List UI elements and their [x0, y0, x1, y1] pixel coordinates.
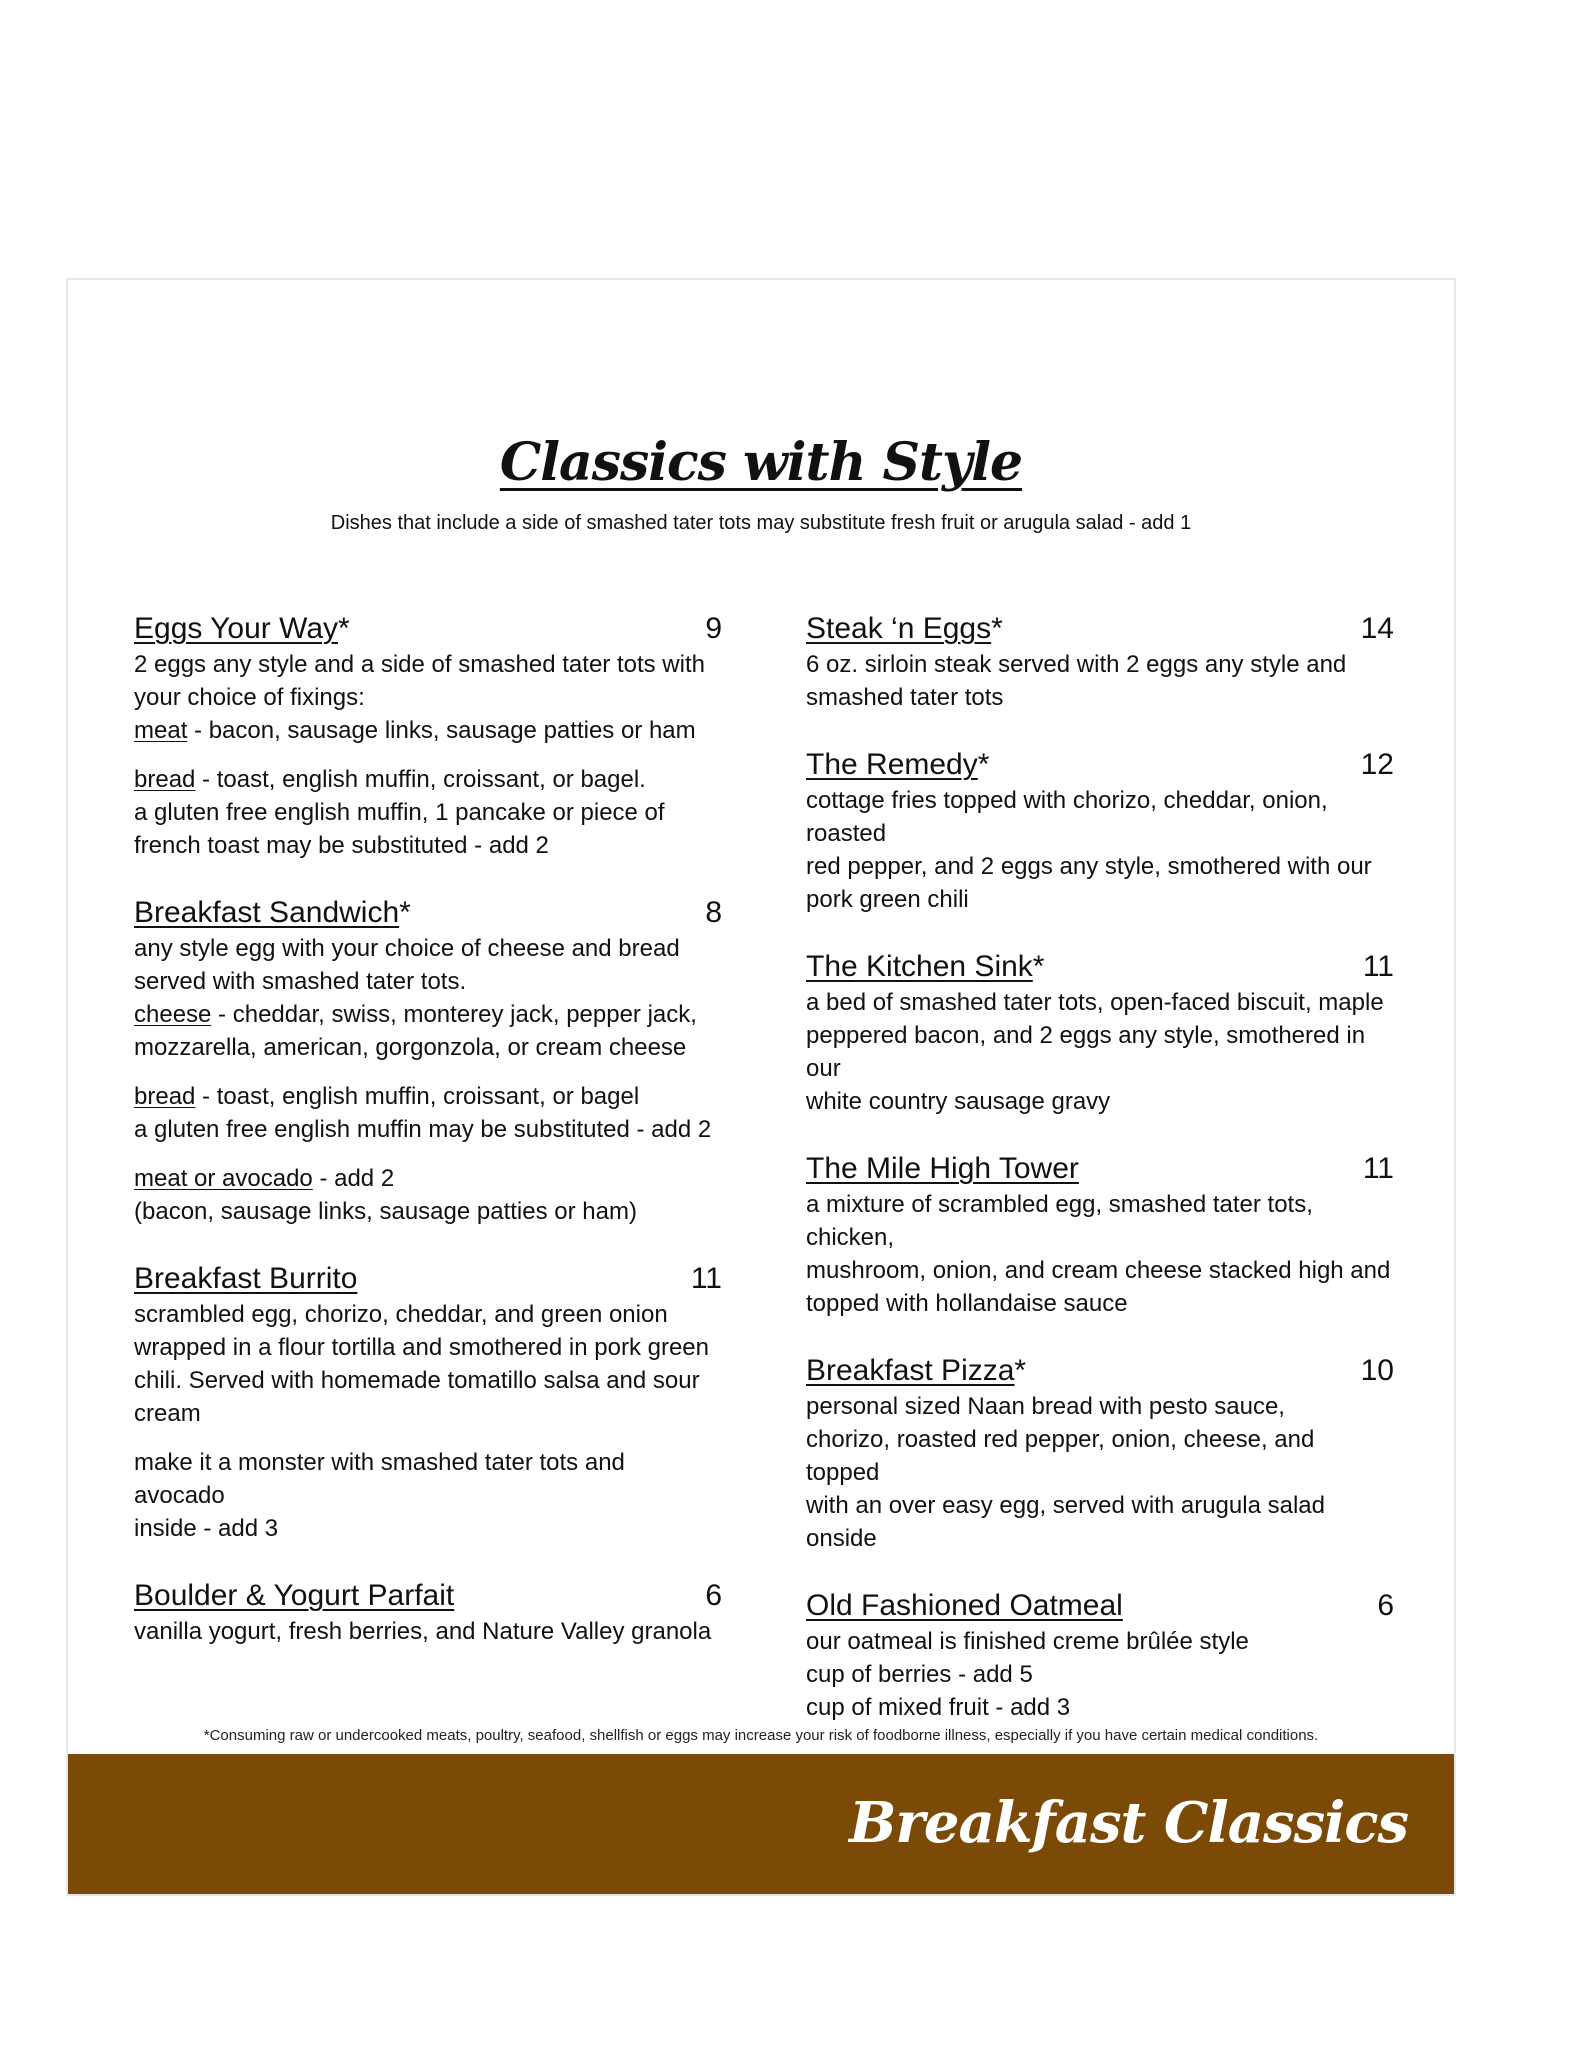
menu-item-kitchen-sink	[806, 948, 1394, 1118]
item-name: Eggs Your Way	[134, 612, 339, 645]
item-asterisk: *	[338, 612, 350, 645]
item-description: chorizo, roasted red pepper, onion, cheese, and topped	[806, 1426, 1315, 1486]
menu-item-steak-n-eggs	[806, 610, 1394, 714]
item-description: red pepper, and 2 eggs any style, smothered with our	[806, 853, 1372, 880]
item-price: 10	[1360, 1354, 1394, 1387]
item-asterisk: *	[977, 748, 990, 781]
brand-bar	[68, 1754, 1454, 1894]
item-header	[134, 1260, 722, 1298]
item-header	[806, 948, 1394, 986]
item-description: mushroom, onion, and cream cheese stacked high and	[806, 1257, 1391, 1284]
item-description: topped with hollandaise sauce	[806, 1290, 1128, 1317]
item-header	[806, 610, 1394, 648]
menu-item-breakfast-pizza	[806, 1352, 1394, 1555]
item-description: any style egg with your choice of cheese and bread	[134, 935, 680, 962]
menu-item-mile-high-tower	[806, 1150, 1394, 1320]
item-option: bread - toast, english muffin, croissant, or bagel.	[134, 766, 646, 793]
left-column	[134, 610, 722, 1680]
item-header	[134, 610, 722, 648]
item-price: 11	[1362, 950, 1394, 983]
menu-card	[66, 278, 1456, 1896]
item-name: Steak ‘n Eggs	[806, 612, 992, 645]
item-price: 6	[1377, 1589, 1394, 1622]
item-description: 2 eggs any style and a side of smashed tater tots with	[134, 651, 705, 678]
right-column	[806, 610, 1394, 1756]
item-description: your choice of fixings:	[134, 684, 365, 711]
item-description: a mixture of scrambled egg, smashed tater tots, chicken,	[806, 1191, 1313, 1251]
item-description: peppered bacon, and 2 eggs any style, smothered in our	[806, 1022, 1366, 1082]
menu-item-yogurt-parfait	[134, 1577, 722, 1648]
item-description: with an over easy egg, served with arugula salad onside	[806, 1492, 1325, 1552]
item-description: a bed of smashed tater tots, open-faced biscuit, maple	[806, 989, 1384, 1016]
item-header	[134, 1577, 722, 1615]
item-name: Old Fashioned Oatmeal	[806, 1589, 1123, 1622]
item-price: 11	[690, 1262, 722, 1295]
item-header	[134, 894, 722, 932]
item-price: 12	[1360, 748, 1394, 781]
item-header	[806, 1150, 1394, 1188]
item-description: 6 oz. sirloin steak served with 2 eggs any style and	[806, 651, 1347, 678]
item-description: chili. Served with homemade tomatillo salsa and sour	[134, 1367, 700, 1394]
item-price: 11	[1362, 1152, 1394, 1185]
menu-item-breakfast-burrito	[134, 1260, 722, 1545]
item-asterisk: *	[1032, 950, 1045, 983]
menu-subtitle: Dishes that include a side of smashed tater tots may substitute fresh fruit or arugula salad - add 1	[330, 512, 1192, 534]
item-description: a gluten free english muffin, 1 pancake or piece of	[134, 799, 665, 826]
item-description: inside - add 3	[134, 1515, 279, 1542]
item-description: our oatmeal is finished creme brûlée style	[806, 1628, 1249, 1655]
item-name: Breakfast Pizza	[806, 1354, 1015, 1387]
menu-item-the-remedy	[806, 746, 1394, 916]
item-name: Boulder & Yogurt Parfait	[134, 1579, 455, 1612]
item-header	[806, 1587, 1394, 1625]
item-name: Breakfast Sandwich	[134, 896, 400, 929]
item-option: cheese - cheddar, swiss, monterey jack, pepper jack,	[134, 1001, 697, 1028]
item-price: 14	[1360, 612, 1394, 645]
option-label: meat or avocado	[134, 1165, 313, 1192]
item-option: meat or avocado - add 2	[134, 1165, 395, 1192]
item-asterisk: *	[991, 612, 1003, 645]
menu-item-oatmeal	[806, 1587, 1394, 1724]
item-description: cup of berries - add 5	[806, 1661, 1033, 1688]
item-description: cottage fries topped with chorizo, cheddar, onion, roasted	[806, 787, 1328, 847]
menu-title: Classics with Style	[499, 432, 1023, 493]
item-description: a gluten free english muffin may be substituted - add 2	[134, 1116, 712, 1143]
item-option: bread - toast, english muffin, croissant, or bagel	[134, 1083, 640, 1110]
item-description: white country sausage gravy	[806, 1088, 1111, 1115]
item-description: mozzarella, american, gorgonzola, or cream cheese	[134, 1034, 687, 1061]
item-header	[806, 1352, 1394, 1390]
item-asterisk: *	[399, 896, 411, 929]
item-description: vanilla yogurt, fresh berries, and Nature Valley granola	[134, 1618, 712, 1645]
item-name: The Mile High Tower	[806, 1152, 1079, 1185]
item-description: served with smashed tater tots.	[134, 968, 467, 995]
option-label: cheese	[134, 1001, 212, 1028]
item-description: scrambled egg, chorizo, cheddar, and green onion	[134, 1301, 668, 1328]
item-description: cream	[134, 1400, 201, 1427]
item-name: The Kitchen Sink	[806, 950, 1033, 983]
item-name: The Remedy	[806, 748, 978, 781]
item-description: wrapped in a flour tortilla and smothered in pork green	[134, 1334, 709, 1361]
menu-item-eggs-your-way	[134, 610, 722, 862]
item-description: french toast may be substituted - add 2	[134, 832, 549, 859]
option-label: bread	[134, 766, 196, 793]
item-header	[806, 746, 1394, 784]
item-price: 8	[705, 896, 722, 929]
item-description: smashed tater tots	[806, 684, 1004, 711]
item-option: meat - bacon, sausage links, sausage patties or ham	[134, 717, 696, 744]
option-label: bread	[134, 1083, 196, 1110]
item-description: make it a monster with smashed tater tots and avocado	[134, 1449, 625, 1509]
item-description: pork green chili	[806, 886, 969, 913]
item-description: personal sized Naan bread with pesto sauce,	[806, 1393, 1285, 1420]
item-asterisk: *	[1014, 1354, 1027, 1387]
menu-item-breakfast-sandwich	[134, 894, 722, 1228]
footnote-disclaimer: *Consuming raw or undercooked meats, poultry, seafood, shellfish or eggs may increase your risk of foodborne illness, especially if you have certain medical conditions.	[203, 1727, 1319, 1744]
item-description: cup of mixed fruit - add 3	[806, 1694, 1071, 1721]
item-name: Breakfast Burrito	[134, 1262, 358, 1295]
brand-title: Breakfast Classics	[849, 1790, 1408, 1856]
item-price: 9	[705, 612, 722, 645]
option-label: meat	[134, 717, 188, 744]
item-price: 6	[705, 1579, 722, 1612]
item-description: (bacon, sausage links, sausage patties or ham)	[134, 1198, 637, 1225]
